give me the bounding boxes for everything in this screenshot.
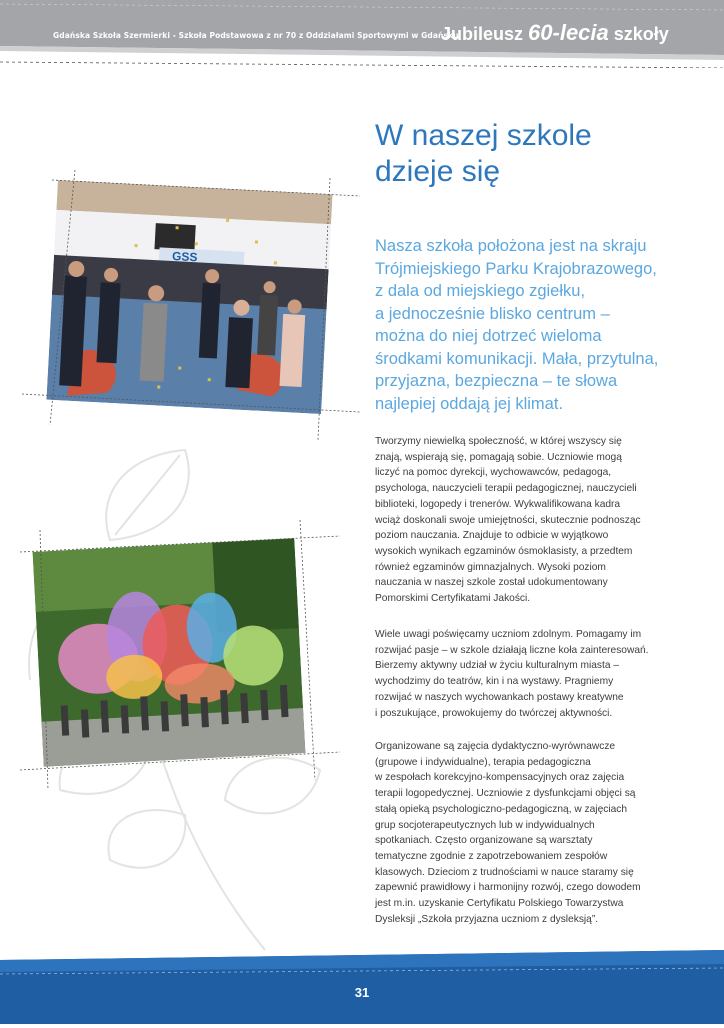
body-paragraph-1 xyxy=(375,434,675,607)
body-line: Dysleksji „Szkoła przyjazna uczniom z dysleksją”. xyxy=(375,913,599,925)
school-name: Gdańska Szkoła Szermierki - Szkoła Podstawowa z nr 70 z Oddziałami Sportowymi w Gdańsku xyxy=(53,31,459,40)
lead-line: Nasza szkoła położona jest na skraju xyxy=(375,237,647,255)
body-line: Pomorskimi Certyfikatami Jakości. xyxy=(375,593,531,605)
gss-banner: GSS xyxy=(171,249,198,265)
body-line: Tworzymy niewielką społeczność, w której wszyscy się xyxy=(375,436,622,447)
body-line: stałą opieką psychologiczno-pedagogiczną, w zajęciach xyxy=(375,803,628,815)
body-line: spotkaniach. Często organizowane są warsztaty xyxy=(375,835,593,847)
body-line: Organizowane są zajęcia dydaktyczno-wyrównawcze xyxy=(375,741,616,752)
body-line: poziom nauczania. Znajduje to odbicie w wyjątkowo xyxy=(375,530,609,542)
body-line: biblioteki, logopedy i trenerów. Wykwalifikowana kadra xyxy=(375,498,621,510)
lead-line: z dala od miejskiego zgiełku, xyxy=(375,282,586,300)
body-line: wychodzimy do teatrów, kin i na wystawy. Pragniemy xyxy=(375,676,614,688)
lead-line: środkami komunikacji. Mała, przytulna, xyxy=(375,349,659,368)
body-line: terapii logopedycznej. Uczniowie z dysfunkcjami objęci są xyxy=(375,788,636,800)
lead-paragraph xyxy=(375,235,675,415)
lead-line: można do niej dotrzeć wieloma xyxy=(375,327,602,345)
body-paragraph-3 xyxy=(375,739,675,927)
page-number: 31 xyxy=(354,985,370,1000)
body-line: wysokich wynikach egzaminów ósmoklasisty, a przedtem xyxy=(375,545,633,557)
body-line: jest m.in. uzyskanie Certyfikatu Polskiego Towarzystwa xyxy=(375,898,624,910)
body-line: i poszukujące, prowokujemy do twórczej aktywności. xyxy=(375,707,613,719)
body-line: rozwijać pasje – w szkole działają liczne koła zainteresowań. xyxy=(375,644,649,656)
lead-line: Trójmiejskiego Parku Krajobrazowego, xyxy=(375,259,657,278)
body-line: Bierzemy aktywny udział w życiu kulturalnym miasta – xyxy=(375,660,620,672)
lead-line: przyjazna, bezpieczna – te słowa xyxy=(375,372,618,390)
body-line: psychologa, nauczycieli terapii pedagogicznej, nauczycieli xyxy=(375,483,637,495)
jubilee-prefix: Jubileusz xyxy=(441,24,529,44)
lead-line: a jednocześnie blisko centrum – xyxy=(375,304,610,323)
body-line: klasowych. Dzieciom z trudnościami w nauce staramy się xyxy=(375,866,634,878)
jubilee-number: 60-lecia xyxy=(528,20,609,45)
body-line: nauczania w naszej szkole został udokumentowany xyxy=(375,577,608,589)
page-title xyxy=(375,118,592,190)
body-line: grup socjoterapeutycznych lub w indywidualnych xyxy=(375,819,595,831)
title-line-2: dzieje się xyxy=(375,155,501,188)
body-line: w zespołach korekcyjno-kompensacyjnych oraz zajęcia xyxy=(375,772,625,784)
jubilee-suffix: szkoły xyxy=(608,24,669,44)
body-paragraph-2 xyxy=(375,627,675,721)
body-line: wciąż doskonali swoje umiejętności, skutecznie podnosząc xyxy=(375,514,641,526)
body-line: Wiele uwagi poświęcamy uczniom zdolnym. Pomagamy im xyxy=(375,629,642,640)
body-line: znają, wspierają się, pomagają sobie. Uczniowie mogą xyxy=(375,451,622,463)
title-line-1: W naszej szkole xyxy=(375,119,592,152)
lead-line: najlepiej oddają jej klimat. xyxy=(375,394,564,413)
body-line: również egzaminów gimnazjalnych. Wysoki poziom xyxy=(375,561,606,573)
body-line: tematyczne zgodnie z zapotrzebowaniem zespołów xyxy=(375,850,608,862)
body-line: zapewnić prawidłowy i harmonijny rozwój, czego dowodem xyxy=(375,882,641,894)
body-line: liczyć na pomoc dyrekcji, wychowawców, pedagoga, xyxy=(375,467,612,479)
body-line: (grupowe i indywidualne), terapia pedagogiczna xyxy=(375,756,591,768)
body-line: rozwijać w naszych wychowankach postawy kreatywne xyxy=(375,691,624,703)
